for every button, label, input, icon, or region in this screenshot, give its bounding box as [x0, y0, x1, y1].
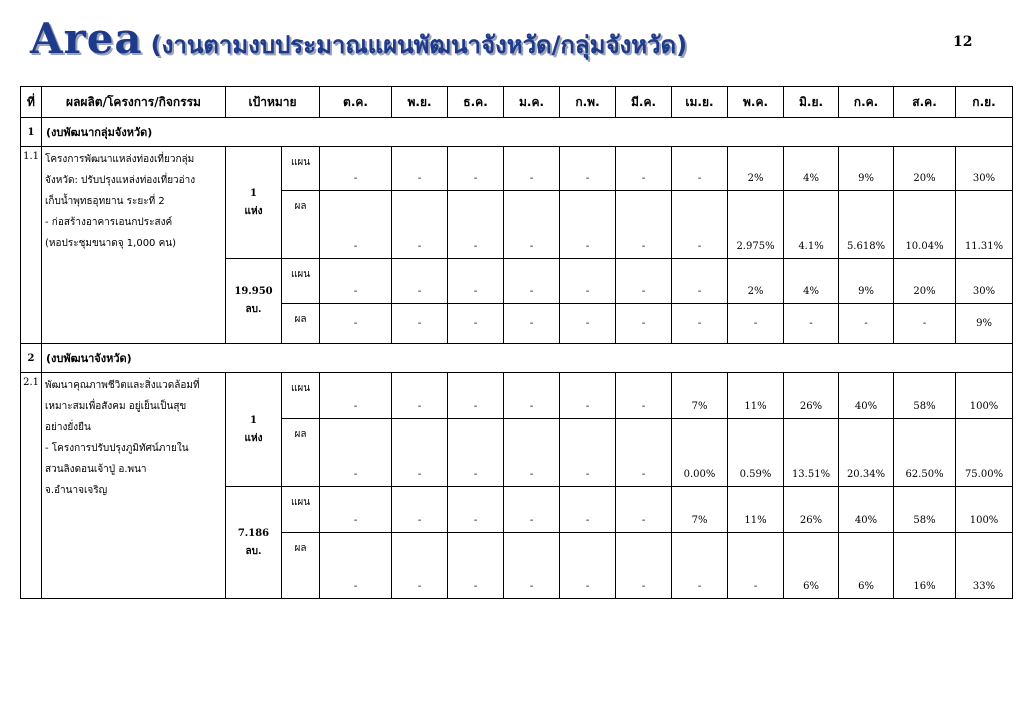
month-value: - — [672, 533, 728, 599]
month-value: - — [728, 304, 784, 344]
month-value: 7% — [672, 487, 728, 533]
month-value: - — [839, 304, 894, 344]
month-value: 30% — [956, 147, 1013, 191]
month-value: - — [560, 533, 616, 599]
month-value: - — [616, 147, 672, 191]
month-value: 4.1% — [784, 191, 839, 259]
target-cell — [226, 147, 282, 259]
month-value: 40% — [839, 373, 894, 419]
month-value: - — [672, 191, 728, 259]
month-value: - — [504, 373, 560, 419]
header-month: ธ.ค. — [448, 87, 504, 118]
month-value: - — [672, 147, 728, 191]
month-value: - — [616, 259, 672, 304]
month-value: 16% — [894, 533, 956, 599]
target-cell — [226, 259, 282, 344]
target-amount: 1 — [250, 414, 257, 426]
month-value: 2.975% — [728, 191, 784, 259]
month-value: - — [672, 304, 728, 344]
month-value: 26% — [784, 373, 839, 419]
month-value: 5.618% — [839, 191, 894, 259]
page-title — [30, 14, 687, 64]
month-value: - — [392, 533, 448, 599]
result-label: ผล — [282, 533, 320, 599]
page-number: 12 — [953, 34, 973, 50]
month-value: - — [672, 259, 728, 304]
month-value: 9% — [956, 304, 1013, 344]
month-value: 2% — [728, 147, 784, 191]
month-value: - — [560, 259, 616, 304]
month-value: - — [448, 533, 504, 599]
section-title: (งบพัฒนากลุ่มจังหวัด) — [42, 118, 1013, 147]
description-line: เก็บน้ำพุทธอุทยาน ระยะที่ 2 — [45, 196, 165, 207]
month-value: - — [616, 419, 672, 487]
month-value: 20.34% — [839, 419, 894, 487]
month-value: - — [728, 533, 784, 599]
month-value: - — [320, 419, 392, 487]
description-line: จ.อำนาจเจริญ — [45, 485, 108, 496]
plan-row — [21, 147, 1013, 191]
target-unit: ลบ. — [245, 304, 262, 315]
month-value: 9% — [839, 147, 894, 191]
plan-label: แผน — [282, 373, 320, 419]
month-value: - — [560, 419, 616, 487]
month-value: - — [392, 259, 448, 304]
section-number: 1 — [21, 118, 42, 147]
month-value: 100% — [956, 373, 1013, 419]
project-number: 2.1 — [21, 373, 42, 599]
target-cell — [226, 373, 282, 487]
header-month: เม.ย. — [672, 87, 728, 118]
month-value: 9% — [839, 259, 894, 304]
month-value: - — [448, 259, 504, 304]
month-value: - — [320, 487, 392, 533]
month-value: 6% — [784, 533, 839, 599]
month-value: 6% — [839, 533, 894, 599]
month-value: - — [320, 147, 392, 191]
month-value: 11% — [728, 487, 784, 533]
month-value: 7% — [672, 373, 728, 419]
month-value: 58% — [894, 373, 956, 419]
section-number: 2 — [21, 344, 42, 373]
month-value: 4% — [784, 259, 839, 304]
header-month: ก.พ. — [560, 87, 616, 118]
month-value: 62.50% — [894, 419, 956, 487]
project-description — [42, 147, 226, 344]
header-month: พ.ค. — [728, 87, 784, 118]
header-month: มี.ค. — [616, 87, 672, 118]
month-value: 11% — [728, 373, 784, 419]
month-value: - — [616, 533, 672, 599]
month-value: 33% — [956, 533, 1013, 599]
month-value: 30% — [956, 259, 1013, 304]
month-value: 20% — [894, 147, 956, 191]
target-amount: 1 — [250, 187, 257, 199]
month-value: - — [504, 191, 560, 259]
month-value: - — [320, 533, 392, 599]
description-line: สวนลิงดอนเจ้าปู่ อ.พนา — [45, 464, 147, 475]
month-value: 2% — [728, 259, 784, 304]
header-row — [21, 87, 1013, 118]
month-value: - — [320, 304, 392, 344]
month-value: 0.00% — [672, 419, 728, 487]
month-value: - — [616, 373, 672, 419]
result-label: ผล — [282, 304, 320, 344]
month-value: 11.31% — [956, 191, 1013, 259]
description-line: อย่างยั่งยืน — [45, 422, 91, 433]
plan-row — [21, 373, 1013, 419]
month-value: - — [560, 487, 616, 533]
month-value: - — [616, 304, 672, 344]
project-description — [42, 373, 226, 599]
month-value: - — [560, 147, 616, 191]
description-line: จังหวัด: ปรับปรุงแหล่งท่องเที่ยวอ่าง — [45, 175, 196, 186]
month-value: - — [448, 147, 504, 191]
month-value: 58% — [894, 487, 956, 533]
month-value: - — [504, 487, 560, 533]
description-line: - โครงการปรับปรุงภูมิทัศน์ภายใน — [45, 443, 189, 454]
month-value: 13.51% — [784, 419, 839, 487]
header-month: ส.ค. — [894, 87, 956, 118]
header-month: พ.ย. — [392, 87, 448, 118]
header-month: มิ.ย. — [784, 87, 839, 118]
month-value: - — [392, 191, 448, 259]
month-value: - — [616, 487, 672, 533]
month-value: - — [504, 259, 560, 304]
month-value: 40% — [839, 487, 894, 533]
result-label: ผล — [282, 191, 320, 259]
month-value: 20% — [894, 259, 956, 304]
description-line: พัฒนาคุณภาพชีวิตและสิ่งแวดล้อมที่ — [45, 380, 200, 391]
section-row — [21, 118, 1013, 147]
month-value: 26% — [784, 487, 839, 533]
month-value: - — [448, 304, 504, 344]
target-cell — [226, 487, 282, 599]
month-value: - — [894, 304, 956, 344]
header-month: ก.ค. — [839, 87, 894, 118]
month-value: - — [392, 419, 448, 487]
description-line: - ก่อสร้างอาคารเอนกประสงค์ — [45, 217, 173, 228]
month-value: - — [784, 304, 839, 344]
month-value: - — [392, 373, 448, 419]
month-value: - — [448, 373, 504, 419]
month-value: - — [560, 191, 616, 259]
month-value: - — [448, 191, 504, 259]
header-month: ม.ค. — [504, 87, 560, 118]
target-amount: 19.950 — [234, 286, 273, 297]
header-month: ต.ค. — [320, 87, 392, 118]
month-value: - — [448, 487, 504, 533]
month-value: 0.59% — [728, 419, 784, 487]
month-value: - — [392, 304, 448, 344]
section-title: (งบพัฒนาจังหวัด) — [42, 344, 1013, 373]
month-value: - — [504, 533, 560, 599]
month-value: - — [504, 147, 560, 191]
month-value: - — [320, 191, 392, 259]
header-target: เป้าหมาย — [226, 87, 320, 118]
plan-label: แผน — [282, 259, 320, 304]
month-value: - — [560, 304, 616, 344]
month-value: - — [504, 419, 560, 487]
month-value: - — [392, 487, 448, 533]
plan-label: แผน — [282, 487, 320, 533]
plan-label: แผน — [282, 147, 320, 191]
target-unit: แห่ง — [244, 432, 263, 444]
header-month: ก.ย. — [956, 87, 1013, 118]
month-value: 10.04% — [894, 191, 956, 259]
month-value: - — [448, 419, 504, 487]
month-value: - — [504, 304, 560, 344]
title-main: Area — [30, 14, 143, 63]
month-value: - — [320, 373, 392, 419]
target-unit: แห่ง — [244, 205, 263, 217]
month-value: - — [560, 373, 616, 419]
month-value: 4% — [784, 147, 839, 191]
month-value: - — [616, 191, 672, 259]
description-line: (หอประชุมขนาดจุ 1,000 คน) — [45, 238, 177, 249]
month-value: 75.00% — [956, 419, 1013, 487]
month-value: - — [392, 147, 448, 191]
result-label: ผล — [282, 419, 320, 487]
plan-table — [20, 86, 1013, 599]
target-amount: 7.186 — [237, 527, 270, 539]
project-number: 1.1 — [21, 147, 42, 344]
month-value: - — [320, 259, 392, 304]
description-line: เหมาะสมเพื่อสังคม อยู่เย็นเป็นสุข — [45, 401, 187, 412]
month-value: 100% — [956, 487, 1013, 533]
target-unit: ลบ. — [245, 545, 262, 557]
header-no: ที่ — [21, 87, 42, 118]
title-sub: (งานตามงบประมาณแผนพัฒนาจังหวัด/กลุ่มจังหวัด) — [150, 31, 688, 59]
section-row — [21, 344, 1013, 373]
header-project: ผลผลิต/โครงการ/กิจกรรม — [42, 87, 226, 118]
description-line: โครงการพัฒนาแหล่งท่องเที่ยวกลุ่ม — [45, 154, 195, 165]
